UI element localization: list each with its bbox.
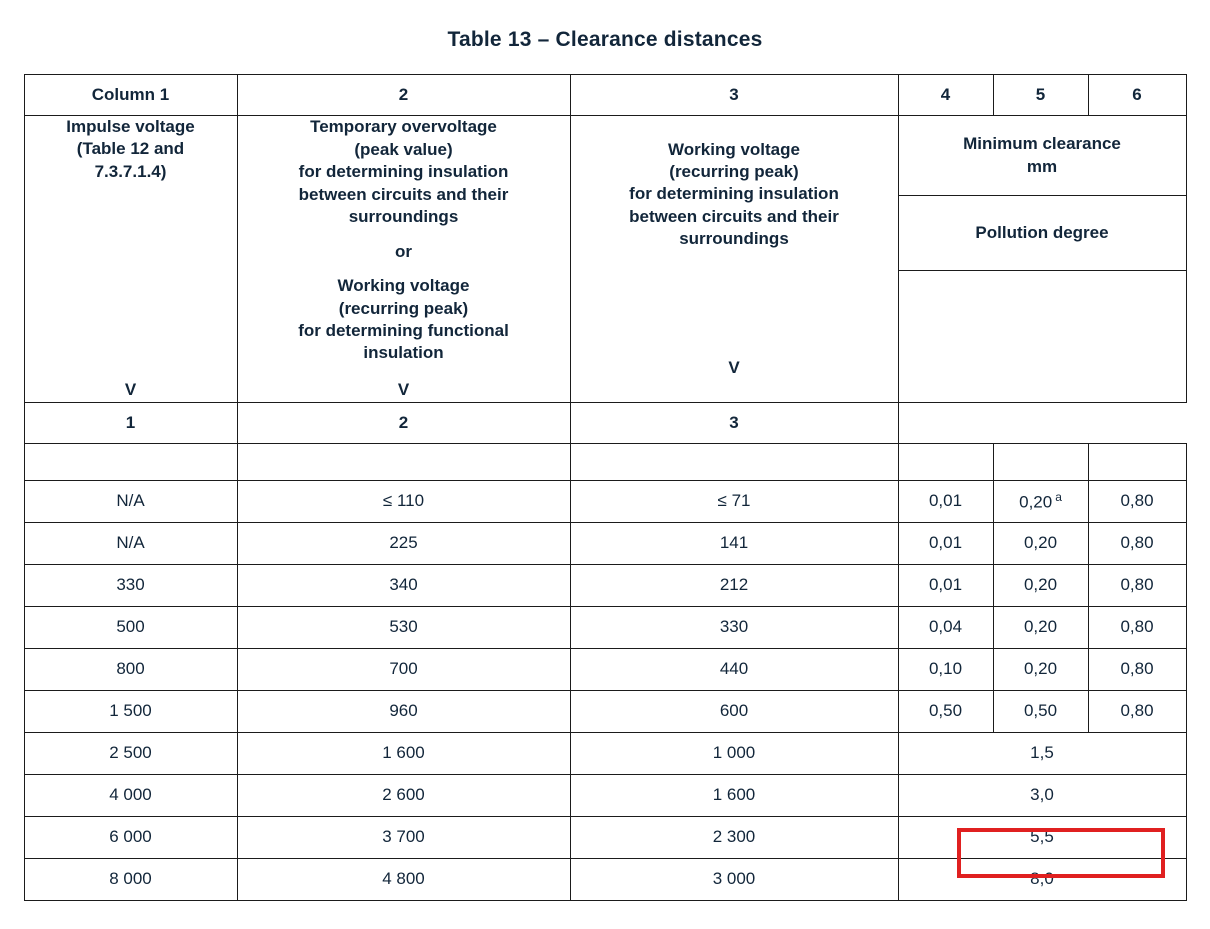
header-minimum-clearance-label: Minimum clearance: [963, 134, 1121, 154]
cell-working: 330: [570, 606, 898, 648]
cell-impulse: N/A: [24, 480, 237, 522]
cell-working: 141: [570, 522, 898, 564]
cell-pd2: 0,20: [993, 606, 1088, 648]
cell-pd3: 0,80: [1088, 690, 1186, 732]
table-row: [24, 774, 1186, 816]
cell-pd3: 0,80: [1088, 564, 1186, 606]
header-impulse-voltage: [24, 116, 237, 403]
cell-working: 1 000: [570, 732, 898, 774]
footnote-marker-a: a: [1055, 489, 1062, 504]
cell-impulse: 8 000: [24, 858, 237, 900]
cell-working: 600: [570, 690, 898, 732]
table-row: [24, 480, 1186, 522]
cell-working: 3 000: [570, 858, 898, 900]
table-row: [24, 732, 1186, 774]
header-working-voltage: [570, 116, 898, 403]
cell-impulse: 4 000: [24, 774, 237, 816]
table-row: [24, 690, 1186, 732]
cell-temporary: 4 800: [237, 858, 570, 900]
cell-temporary: 3 700: [237, 816, 570, 858]
header-temporary-line-8: for determining functional: [298, 320, 509, 340]
column-number-6: 6: [1088, 75, 1186, 116]
cell-temporary: 2 600: [237, 774, 570, 816]
column-number-2: 2: [237, 75, 570, 116]
cell-pd2-value: 0,20: [1019, 492, 1053, 512]
spacer-cell-1: [24, 443, 237, 480]
header-temporary-unit: V: [397, 379, 410, 399]
header-temporary-line-1: Temporary overvoltage: [310, 117, 497, 137]
table-row: [24, 858, 1186, 900]
cell-temporary: 1 600: [237, 732, 570, 774]
cell-working: ≤ 71: [570, 480, 898, 522]
cell-clearance-merged: 3,0: [898, 774, 1186, 816]
cell-pd2: 0,20: [993, 522, 1088, 564]
cell-impulse: 330: [24, 564, 237, 606]
cell-impulse: 6 000: [24, 816, 237, 858]
header-temporary-line-6: Working voltage: [337, 276, 470, 296]
cell-pd2: 0,20: [993, 564, 1088, 606]
clearance-distances-table: [24, 74, 1187, 901]
table-row: [24, 606, 1186, 648]
table-row-pd-values: [24, 402, 1186, 443]
header-minimum-clearance: [898, 116, 1186, 196]
cell-clearance-merged-highlighted: 5,5: [898, 816, 1186, 858]
header-pd-3: 3: [570, 402, 898, 443]
cell-impulse: 800: [24, 648, 237, 690]
header-working-line-4: between circuits and their: [629, 206, 839, 226]
header-temporary-overvoltage: [237, 116, 570, 403]
table-row-header-descriptions: [24, 116, 1186, 196]
cell-working: 212: [570, 564, 898, 606]
header-pd-2: 2: [237, 402, 570, 443]
cell-impulse: 500: [24, 606, 237, 648]
cell-pd3: 0,80: [1088, 648, 1186, 690]
cell-pd1: 0,10: [898, 648, 993, 690]
header-working-line-5: surroundings: [679, 229, 789, 249]
column-number-1: Column 1: [24, 75, 237, 116]
header-working-spacer: [571, 251, 898, 357]
cell-working: 1 600: [570, 774, 898, 816]
cell-impulse: N/A: [24, 522, 237, 564]
cell-temporary: 225: [237, 522, 570, 564]
table-row: [24, 816, 1186, 858]
header-pd-1: 1: [24, 402, 237, 443]
header-working-line-1: Working voltage: [668, 139, 800, 159]
header-temporary-line-2: (peak value): [354, 139, 453, 159]
cell-pd3: 0,80: [1088, 522, 1186, 564]
cell-pd3: 0,80: [1088, 606, 1186, 648]
header-temporary-line-4: between circuits and their: [298, 184, 509, 204]
header-temporary-line-5: surroundings: [348, 207, 459, 227]
cell-working: 440: [570, 648, 898, 690]
header-minimum-clearance-unit: mm: [1026, 156, 1058, 176]
spacer-cell-5: [993, 443, 1088, 480]
header-temporary-line-7: (recurring peak): [338, 298, 469, 318]
cell-temporary: ≤ 110: [237, 480, 570, 522]
cell-working: 2 300: [570, 816, 898, 858]
cell-pd1: 0,01: [898, 480, 993, 522]
column-number-4: 4: [898, 75, 993, 116]
spacer-cell-3: [570, 443, 898, 480]
header-temporary-line-9: insulation: [363, 343, 444, 363]
header-pollution-degree: Pollution degree: [898, 196, 1186, 271]
header-working-line-2: (recurring peak): [669, 162, 799, 181]
spacer-cell-2: [237, 443, 570, 480]
spacer-cell-4: [898, 443, 993, 480]
table-row: [24, 522, 1186, 564]
table-row-spacer: [24, 443, 1186, 480]
header-working-line-3: for determining insulation: [629, 184, 839, 204]
cell-clearance-merged: 1,5: [898, 732, 1186, 774]
cell-pd1: 0,01: [898, 564, 993, 606]
header-temporary-line-3: for determining insulation: [298, 162, 509, 182]
cell-impulse: 2 500: [24, 732, 237, 774]
cell-temporary: 960: [237, 690, 570, 732]
header-impulse-line-3: 7.3.7.1.4): [94, 161, 167, 181]
page-title: Table 13 – Clearance distances: [447, 28, 763, 51]
cell-pd1: 0,01: [898, 522, 993, 564]
cell-impulse: 1 500: [24, 690, 237, 732]
header-impulse-unit: V: [124, 380, 137, 400]
cell-temporary: 340: [237, 564, 570, 606]
table-row-column-numbers: [24, 75, 1186, 116]
header-working-unit: V: [728, 357, 740, 377]
header-impulse-line-2: (Table 12 and: [76, 139, 185, 159]
document-page: [0, 28, 1210, 929]
table-row: [24, 564, 1186, 606]
spacer-cell-6: [1088, 443, 1186, 480]
table-row: [24, 648, 1186, 690]
cell-pd2: 0,20: [993, 648, 1088, 690]
cell-temporary: 530: [237, 606, 570, 648]
cell-pd2: [993, 480, 1088, 522]
header-impulse-spacer: [25, 183, 237, 379]
header-impulse-line-1: Impulse voltage: [66, 117, 195, 136]
cell-pd2: 0,50: [993, 690, 1088, 732]
cell-pd1: 0,04: [898, 606, 993, 648]
cell-clearance-merged: 8,0: [898, 858, 1186, 900]
cell-pd1: 0,50: [898, 690, 993, 732]
column-number-5: 5: [993, 75, 1088, 116]
header-temporary-or: or: [395, 241, 412, 261]
cell-pd3: 0,80: [1088, 480, 1186, 522]
header-pollution-degree-blank: [898, 270, 1186, 402]
cell-temporary: 700: [237, 648, 570, 690]
column-number-3: 3: [570, 75, 898, 116]
